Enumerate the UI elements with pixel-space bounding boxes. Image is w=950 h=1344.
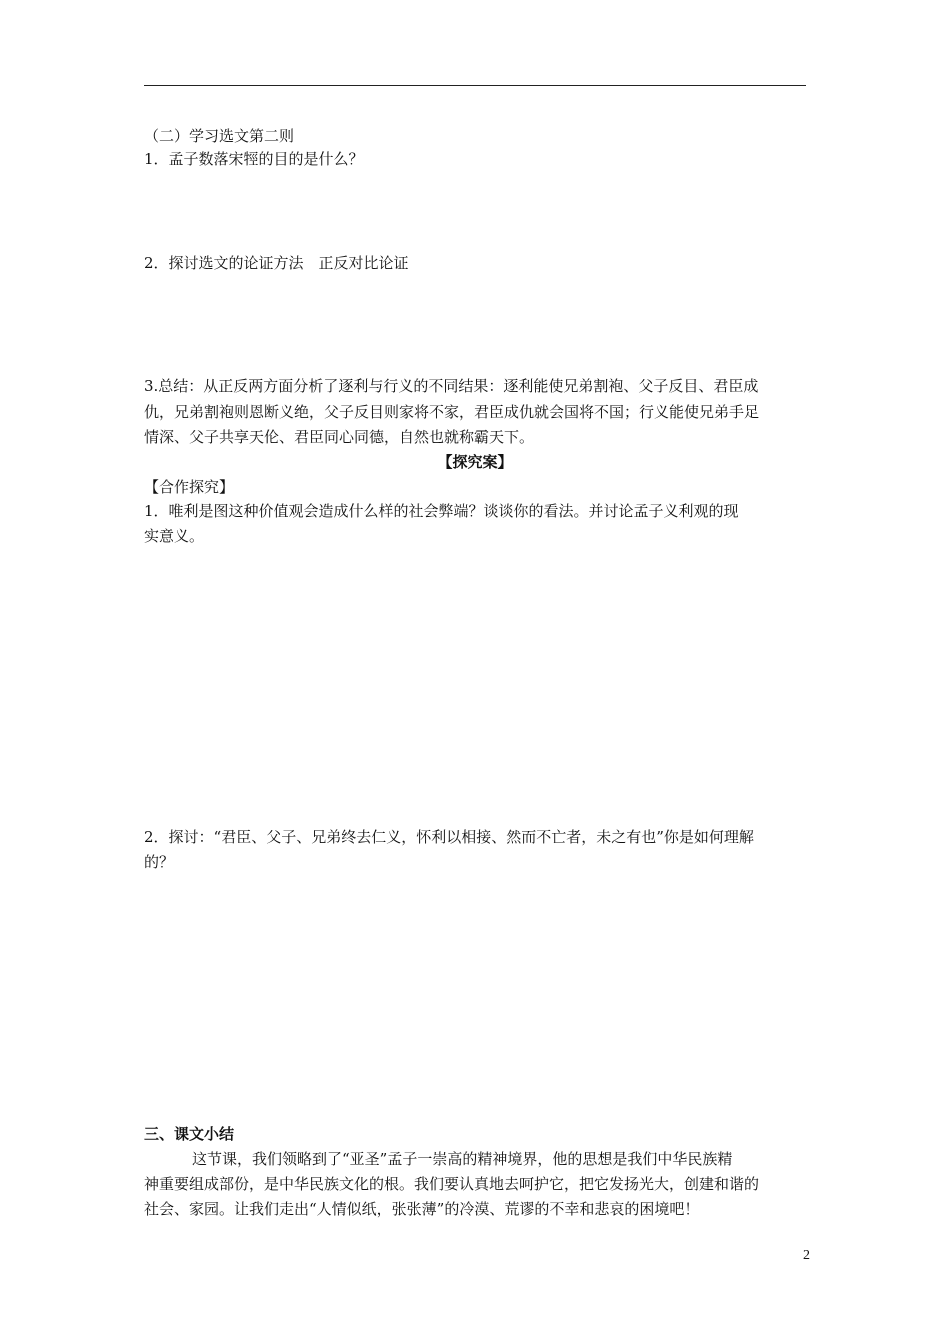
inquiry-title: 【探究案】 — [437, 453, 513, 471]
summary-line-1: 3.总结：从正反两方面分析了逐利与行义的不同结果：逐利能使兄弟割袍、父子反目、君臣成 — [144, 377, 759, 395]
inquiry-question-1-line-1: 1．唯利是图这种价值观会造成什么样的社会弊端？谈谈你的看法。并讨论孟子义利观的现 — [144, 502, 739, 520]
header-rule — [144, 85, 806, 86]
summary-heading: 三、课文小结 — [144, 1125, 235, 1143]
summary-paragraph-line-2: 神重要组成部份，是中华民族文化的根。我们要认真地去呵护它，把它发扬光大，创建和谐的 — [144, 1175, 760, 1193]
summary-line-3: 情深、父子共享天伦、君臣同心同德，自然也就称霸天下。 — [144, 428, 535, 446]
section-heading: （二）学习选文第二则 — [144, 127, 295, 145]
inquiry-subtitle: 【合作探究】 — [144, 478, 235, 496]
question-1: 1．孟子数落宋牼的目的是什么？ — [144, 150, 364, 168]
summary-line-2: 仇，兄弟割袍则恩断义绝，父子反目则家将不家，君臣成仇就会国将不国；行义能使兄弟手足 — [144, 403, 760, 421]
inquiry-question-2-line-2: 的？ — [144, 853, 175, 871]
inquiry-question-1-line-2: 实意义。 — [144, 527, 205, 545]
page-number: 2 — [803, 1248, 810, 1263]
question-2: 2．探讨选文的论证方法 正反对比论证 — [144, 254, 409, 272]
inquiry-question-2-line-1: 2．探讨：“君臣、父子、兄弟终去仁义，怀利以相接、然而不亡者，未之有也”你是如何理解 — [144, 828, 754, 846]
summary-paragraph-line-1: 这节课，我们领略到了“亚圣”孟子一崇高的精神境界，他的思想是我们中华民族精 — [192, 1150, 733, 1168]
summary-paragraph-line-3: 社会、家园。让我们走出“人情似纸，张张薄”的冷漠、荒谬的不幸和悲哀的困境吧！ — [144, 1200, 700, 1218]
